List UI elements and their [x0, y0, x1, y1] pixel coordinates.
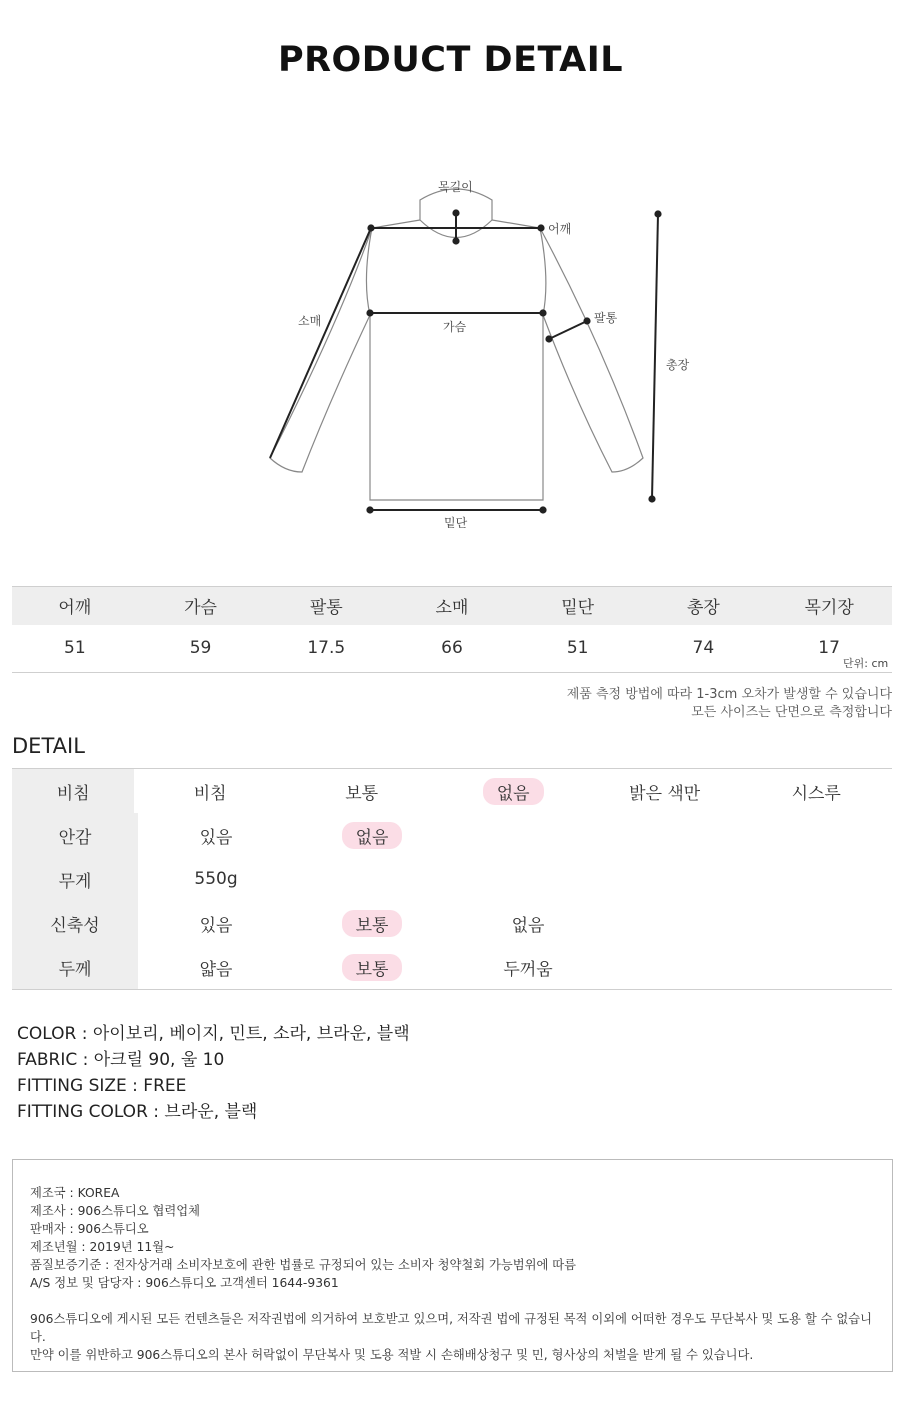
detail-option: 밝은 색만 [629, 783, 701, 804]
detail-option-cell [138, 955, 294, 980]
detail-option-cell [134, 779, 286, 804]
detail-option-selected: 없음 [342, 822, 403, 849]
detail-row [12, 857, 892, 901]
detail-option-cell [740, 779, 892, 804]
size-header: 총장 [641, 587, 767, 625]
detail-row-label: 두께 [12, 945, 138, 989]
spec-key: FITTING SIZE : [17, 1076, 144, 1096]
size-table [12, 586, 892, 673]
spec-fitting-size [17, 1073, 410, 1099]
detail-option-cell [138, 823, 294, 848]
spec-value: 브라운, 블랙 [164, 1102, 258, 1122]
info-line: 제조년월 : 2019년 11월~ [30, 1240, 175, 1254]
detail-option-cell [589, 779, 741, 804]
sweater-outline [0, 170, 901, 540]
size-diagram [0, 170, 901, 540]
info-line: 제조국 : KOREA [30, 1186, 120, 1200]
spec-key: FABRIC : [17, 1050, 94, 1070]
label-sleeve: 소매 [298, 314, 322, 328]
size-value: 51 [12, 625, 138, 673]
detail-option: 시스루 [791, 783, 841, 804]
detail-option-cell [294, 910, 450, 937]
size-value: 17.5 [263, 625, 389, 673]
detail-option-cell [138, 911, 294, 936]
size-table-header [12, 587, 892, 625]
detail-row-label: 신축성 [12, 901, 138, 945]
label-neck: 목길이 [438, 180, 473, 194]
detail-option-cell [294, 822, 450, 849]
size-header: 가슴 [138, 587, 264, 625]
detail-option: 얇음 [199, 959, 233, 980]
detail-option: 550g [194, 869, 238, 889]
detail-option: 없음 [511, 915, 545, 936]
detail-row [12, 901, 892, 945]
note-line: 제품 측정 방법에 따라 1-3cm 오차가 발생할 수 있습니다 [566, 687, 892, 702]
detail-option-selected: 보통 [342, 954, 403, 981]
detail-option: 보통 [345, 783, 379, 804]
spec-key: FITTING COLOR : [17, 1102, 165, 1122]
label-arm: 팔통 [594, 311, 618, 325]
info-line: A/S 정보 및 담당자 : 906스튜디오 고객센터 1644-9361 [30, 1276, 339, 1290]
detail-heading: DETAIL [12, 734, 85, 758]
size-value: 74 [641, 625, 767, 673]
detail-option-cell [294, 954, 450, 981]
detail-option-cell [286, 779, 438, 804]
detail-option-cell [450, 955, 606, 980]
note-line: 모든 사이즈는 단면으로 측정합니다 [691, 705, 892, 720]
page-title: PRODUCT DETAIL [277, 40, 624, 80]
label-shoulder: 어깨 [548, 222, 572, 236]
size-value: 66 [389, 625, 515, 673]
size-value: 17 [766, 625, 892, 673]
detail-option-cell [437, 778, 589, 805]
info-line: 판매자 : 906스튜디오 [30, 1222, 149, 1236]
spec-value: 아크릴 90, 울 10 [93, 1050, 225, 1070]
info-line: 품질보증기준 : 전자상거래 소비자보호에 관한 법률로 규정되어 있는 소비자 청약철회 가능범위에 따름 [30, 1258, 577, 1272]
detail-option-selected: 없음 [483, 778, 544, 805]
unit-label: 단위: cm [843, 657, 889, 670]
spec-value: FREE [143, 1076, 187, 1096]
detail-option: 있음 [199, 915, 233, 936]
detail-table [12, 768, 892, 990]
label-hem: 밑단 [444, 516, 468, 530]
size-header: 팔통 [263, 587, 389, 625]
size-header: 소매 [389, 587, 515, 625]
detail-row-label: 무게 [12, 857, 138, 901]
size-header: 밑단 [515, 587, 641, 625]
spec-value: 아이보리, 베이지, 민트, 소라, 브라운, 블랙 [92, 1024, 410, 1044]
detail-option: 있음 [199, 827, 233, 848]
detail-option-selected: 보통 [342, 910, 403, 937]
spec-color [17, 1021, 410, 1047]
spec-key: COLOR : [17, 1024, 93, 1044]
detail-row-label: 안감 [12, 813, 138, 857]
size-value: 59 [138, 625, 264, 673]
label-chest: 가슴 [443, 320, 467, 334]
size-header: 목기장 [766, 587, 892, 625]
detail-option: 두꺼움 [503, 959, 553, 980]
spec-fabric [17, 1047, 410, 1073]
detail-option-cell [450, 911, 606, 936]
label-length: 총장 [666, 358, 690, 372]
copyright-notice: 906스튜디오에 게시된 모든 컨텐츠들은 저작권법에 의거하여 보호받고 있으며, 저작권 법에 규정된 목적 이외에 어떠한 경우도 무단복사 및 도용 할 수 없습니다. [30, 1312, 873, 1344]
measurement-notes [567, 686, 892, 722]
detail-option: 비침 [193, 783, 227, 804]
copyright-notice: 만약 이를 위반하고 906스튜디오의 본사 허락없이 무단복사 및 도용 적발 시 손해배상청구 및 민, 형사상의 처벌을 받게 될 수 있습니다. [30, 1348, 754, 1362]
spec-fitting-color [17, 1099, 410, 1125]
info-line: 제조사 : 906스튜디오 협력업체 [30, 1204, 201, 1218]
detail-row [12, 813, 892, 857]
detail-option-cell [138, 869, 294, 889]
size-header: 어깨 [12, 587, 138, 625]
spec-list [17, 1021, 410, 1125]
size-value: 51 [515, 625, 641, 673]
product-info-box [12, 1159, 893, 1372]
detail-row [12, 945, 892, 989]
size-table-row [12, 625, 892, 673]
detail-row [12, 769, 892, 813]
detail-row-label: 비침 [12, 769, 134, 813]
